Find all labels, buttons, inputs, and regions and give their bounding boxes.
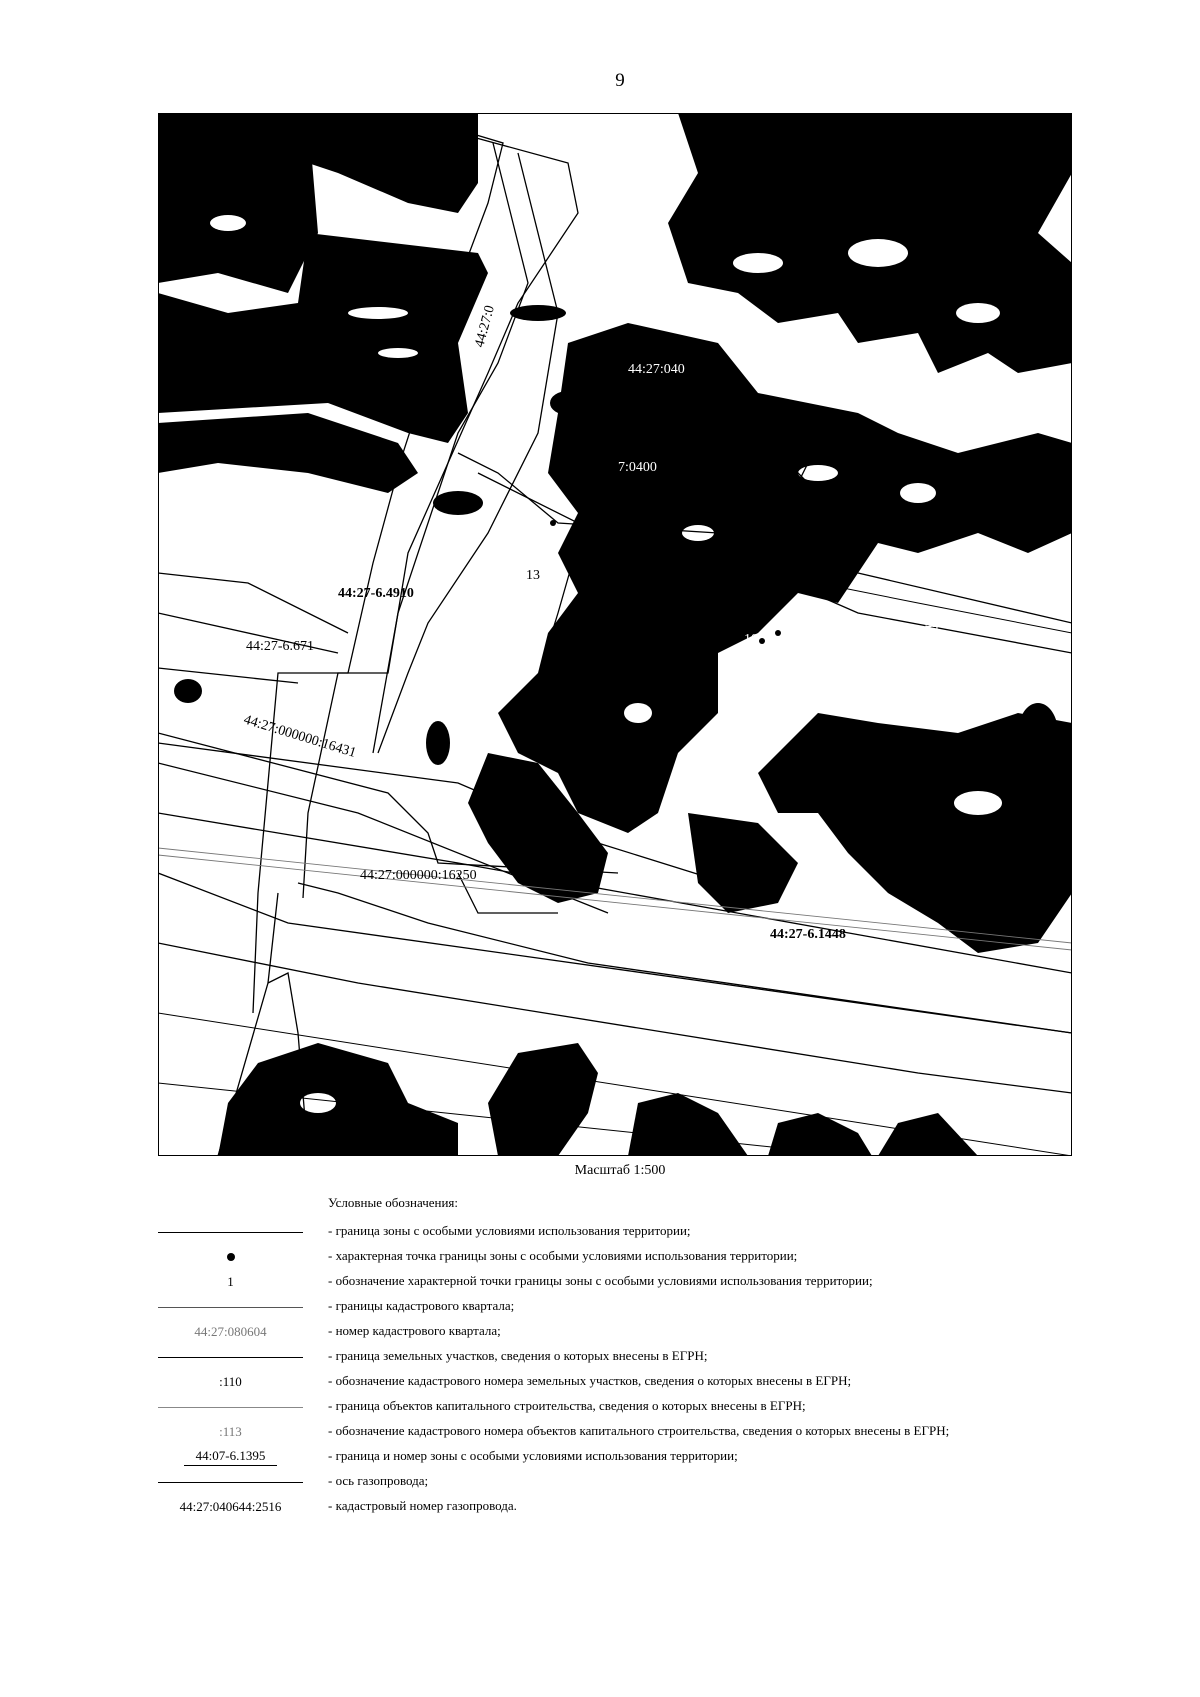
map-label-fragment-44: 44 — [925, 618, 939, 633]
map-label-1365: :1365(2) — [928, 772, 977, 787]
legend-symbol-building-number: :113 — [219, 1424, 242, 1439]
legend-row-parcel-number — [158, 1370, 1088, 1394]
point-label-13: 13 — [526, 568, 540, 583]
legend-symbol-zone-number: 44:07-6.1395 — [158, 1445, 303, 1469]
point-label-10: 10 — [744, 632, 758, 647]
map-label-fragment-040: 44:27:040 — [628, 362, 685, 377]
legend-row-gas-axis — [158, 1470, 1088, 1494]
legend-row-quarter-number — [158, 1320, 1088, 1344]
map-label-zone-4910: 44:27-6.4910 — [338, 586, 414, 601]
legend-description: - границы кадастрового квартала; — [328, 1298, 515, 1313]
map-label-zone-671: 44:27-6.671 — [246, 639, 315, 654]
legend-symbol-gas-number: 44:27:040644:2516 — [179, 1499, 282, 1514]
legend-description: - обозначение кадастрового номера объектов капитального строительства, сведения о которых внесены в ЕГРН; — [328, 1423, 950, 1438]
legend-row-point — [158, 1245, 1088, 1269]
point-label-6: 6 — [791, 670, 798, 685]
legend-row-building-boundary — [158, 1395, 1088, 1419]
aerial-imagery — [158, 113, 1072, 1156]
legend-symbol-parcel-line — [158, 1345, 303, 1369]
cadastral-map — [158, 113, 1072, 1156]
legend-description: - номер кадастрового квартала; — [328, 1323, 501, 1338]
legend-symbol-gas-axis — [158, 1470, 303, 1494]
map-scale: Масштаб 1:500 — [574, 1163, 666, 1178]
legend-description: - граница земельных участков, сведения о которых внесены в ЕГРН; — [328, 1348, 708, 1363]
legend-description: - ось газопровода; — [328, 1473, 429, 1488]
legend-symbol-quarter-line — [158, 1295, 303, 1319]
legend-symbol-quarter-number: 44:27:080604 — [194, 1324, 267, 1339]
legend-description: - граница зоны с особыми условиями использования территории; — [328, 1223, 691, 1238]
legend-description: - обозначение характерной точки границы зоны с особыми условиями использования территории; — [328, 1273, 873, 1288]
legend-symbol-dot — [158, 1245, 303, 1269]
map-label-parcel-16250: 44:27:000000:16250 — [360, 868, 477, 883]
point-label-7: 7 — [782, 684, 789, 699]
map-label-fragment-17: :17 — [926, 247, 944, 262]
legend-row-point-label — [158, 1270, 1088, 1294]
page-number: 9 — [615, 70, 625, 91]
legend-symbol-parcel-number: :110 — [219, 1374, 242, 1389]
map-label-parcel-16431: 44:27:000000:16431 — [241, 712, 358, 761]
legend-symbol-building-line — [158, 1395, 303, 1419]
map-label-zone-1448: 44:27-6.1448 — [770, 927, 846, 942]
point-label-8: 8 — [776, 707, 783, 722]
legend-row-building-number — [158, 1420, 1088, 1444]
legend-description: - граница и номер зоны с особыми условиями использования территории; — [328, 1448, 738, 1463]
legend-description: - кадастровый номер газопровода. — [328, 1498, 517, 1513]
legend-row-zone-number — [158, 1445, 1088, 1469]
legend-symbol-number: 1 — [227, 1274, 234, 1289]
map-label-rotated-quarter: 44:27:0 — [472, 303, 498, 350]
point-label-9: 9 — [744, 695, 751, 710]
legend-row-parcel-boundary — [158, 1345, 1088, 1369]
legend-description: - обозначение кадастрового номера земельных участков, сведения о которых внесены в ЕГРН; — [328, 1373, 852, 1388]
legend-description: - характерная точка границы зоны с особыми условиями использования территории; — [328, 1248, 798, 1263]
map-label-fragment-0400: 7:0400 — [618, 460, 657, 475]
legend-description: - граница объектов капитального строительства, сведения о которых внесены в ЕГРН; — [328, 1398, 806, 1413]
legend-symbol-solid-line — [158, 1220, 303, 1244]
legend-title: Условные обозначения: — [328, 1195, 459, 1210]
legend-row-zone-boundary — [158, 1220, 1088, 1244]
legend-row-quarter-boundary — [158, 1295, 1088, 1319]
legend-row-gas-number — [158, 1495, 1088, 1519]
map-label-fragment-616: 44:27-6.16 — [880, 680, 942, 695]
